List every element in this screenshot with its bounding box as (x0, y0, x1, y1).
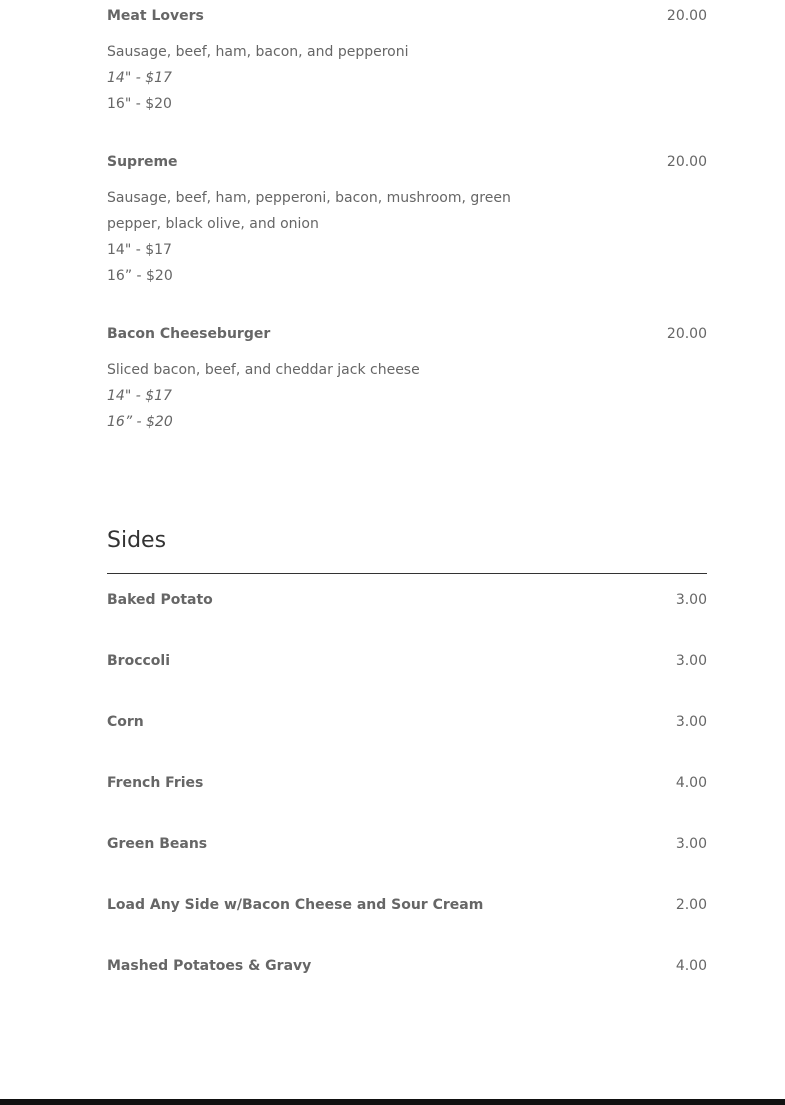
size-16-price: 16” - $20 (107, 414, 173, 430)
item-name: Meat Lovers (107, 8, 204, 24)
side-item-load-any-side (107, 895, 707, 915)
item-price: 2.00 (675, 897, 707, 913)
item-price: 3.00 (675, 714, 707, 730)
size-14-price: 14" - $17 (107, 70, 172, 86)
item-price: 20.00 (666, 154, 707, 170)
menu-item-supreme (107, 152, 707, 289)
description-text: Sausage, beef, ham, pepperoni, bacon, mushroom, green pepper, black olive, and onion (107, 190, 511, 232)
size-16-price: 16” - $20 (107, 268, 173, 284)
item-name: Bacon Cheeseburger (107, 326, 271, 342)
item-name: Broccoli (107, 653, 171, 669)
item-description (107, 185, 567, 289)
side-item-corn (107, 712, 707, 732)
item-price: 3.00 (675, 592, 707, 608)
side-item-green-beans (107, 834, 707, 854)
side-item-broccoli (107, 651, 707, 671)
size-14-price: 14" - $17 (107, 388, 172, 404)
item-price: 20.00 (666, 8, 707, 24)
item-price: 20.00 (666, 326, 707, 342)
footer-bar (0, 1099, 785, 1105)
menu-item-bacon-cheeseburger (107, 324, 707, 435)
item-description (107, 357, 567, 435)
menu-item-meat-lovers (107, 6, 707, 117)
side-item-french-fries (107, 773, 707, 793)
item-price: 4.00 (675, 958, 707, 974)
side-item-baked-potato (107, 590, 707, 610)
item-description (107, 39, 567, 117)
size-14-price: 14" - $17 (107, 242, 172, 258)
section-title-sides: Sides (107, 528, 167, 553)
side-item-mashed-potatoes (107, 956, 707, 976)
item-name: French Fries (107, 775, 204, 791)
description-text: Sliced bacon, beef, and cheddar jack cheese (107, 362, 420, 378)
item-name: Supreme (107, 154, 178, 170)
section-divider (107, 573, 707, 574)
description-text: Sausage, beef, ham, bacon, and pepperoni (107, 44, 409, 60)
item-price: 3.00 (675, 836, 707, 852)
item-name: Green Beans (107, 836, 208, 852)
item-name: Mashed Potatoes & Gravy (107, 958, 312, 974)
item-price: 4.00 (675, 775, 707, 791)
item-price: 3.00 (675, 653, 707, 669)
item-name: Load Any Side w/Bacon Cheese and Sour Cream (107, 897, 484, 913)
item-name: Baked Potato (107, 592, 213, 608)
size-16-price: 16" - $20 (107, 96, 172, 112)
item-name: Corn (107, 714, 144, 730)
